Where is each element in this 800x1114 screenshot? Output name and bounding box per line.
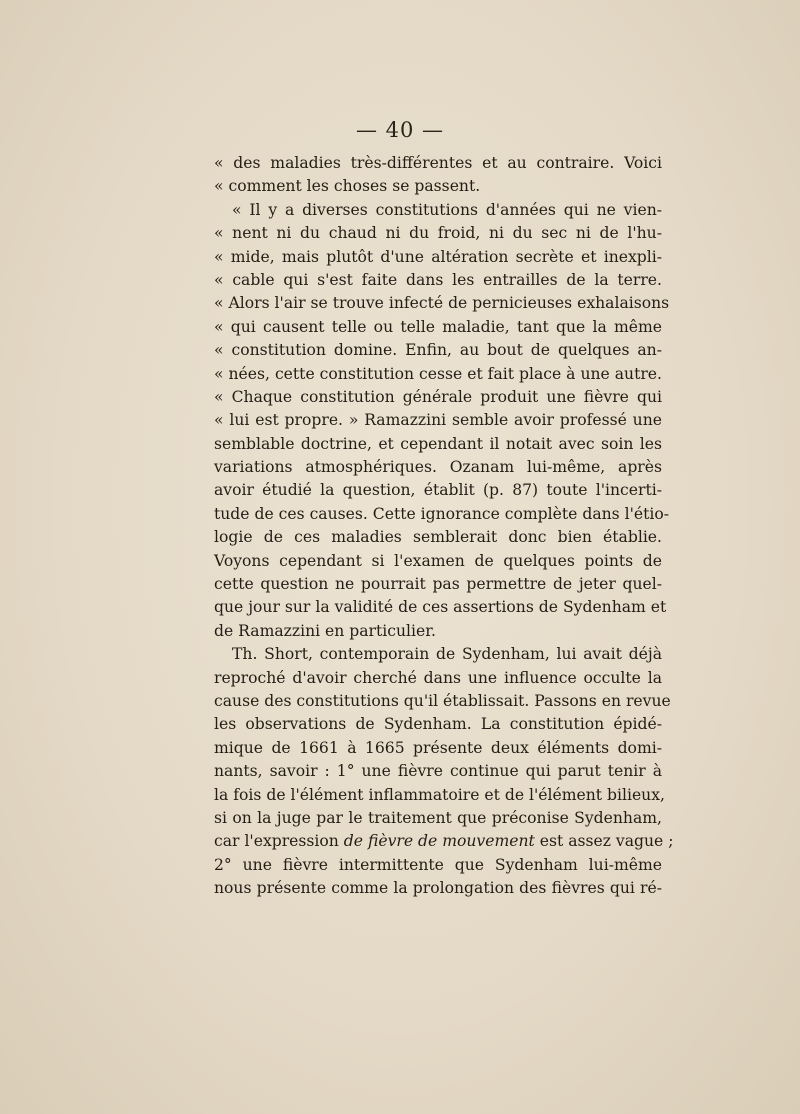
text-line: « qui causent telle ou telle maladie, tant que la même [214, 317, 662, 336]
text-line: nous présente comme la prolongation des fièvres qui ré- [214, 879, 662, 898]
text-line: « comment les choses se passent. [214, 177, 481, 196]
text-line: Voyons cependant si l'examen de quelques points de [214, 551, 662, 570]
text-line: que jour sur la validité de ces assertions de Sydenham et [214, 598, 667, 617]
text-line: « nent ni du chaud ni du froid, ni du sec ni de l'hu- [214, 224, 662, 243]
body-text [214, 152, 674, 901]
text-line: « Chaque constitution générale produit une fièvre qui [214, 387, 662, 406]
text-line: si on la juge par le traitement que préconise Sydenham, [214, 808, 662, 827]
text-line: tude de ces causes. Cette ignorance complète dans l'étio- [214, 504, 670, 523]
text-line: « cable qui s'est faite dans les entrailles de la terre. [214, 270, 662, 289]
text-line: logie de ces maladies semblerait donc bien établie. [214, 528, 662, 547]
text-line: avoir étudié la question, établit (p. 87) toute l'incerti- [214, 481, 662, 500]
text-line: Th. Short, contemporain de Sydenham, lui avait déjà [232, 645, 662, 664]
text-line: « lui est propre. » Ramazzini semble avoir professé une [214, 411, 662, 430]
text-line: « Alors l'air se trouve infecté de pernicieuses exhalaisons [214, 294, 670, 313]
text-run: car l'expression [214, 832, 339, 851]
text-line: semblable doctrine, et cependant il notait avec soin les [214, 434, 662, 453]
text-line [214, 830, 674, 853]
text-line: « constitution domine. Enfin, au bout de quelques an- [214, 341, 662, 360]
text-line: cette question ne pourrait pas permettre de jeter quel- [214, 575, 662, 594]
italic-phrase: de fièvre de mouvement [343, 832, 535, 851]
text-run: est assez vague ; [539, 832, 674, 851]
text-line: nants, savoir : 1° une fièvre continue qui parut tenir à [214, 762, 662, 781]
text-line: cause des constitutions qu'il établissait. Passons en revue [214, 691, 671, 710]
text-line: les observations de Sydenham. La constitution épidé- [214, 715, 662, 734]
page-number: — 40 — [355, 118, 445, 142]
text-line: de Ramazzini en particulier. [214, 621, 436, 640]
text-line: mique de 1661 à 1665 présente deux éléments domi- [214, 738, 662, 757]
text-line: variations atmosphériques. Ozanam lui-même, après [214, 458, 662, 477]
text-line: « Il y a diverses constitutions d'années qui ne vien- [232, 200, 662, 219]
text-line: « nées, cette constitution cesse et fait place à une autre. [214, 364, 662, 383]
text-line: 2° une fièvre intermittente que Sydenham lui-même [214, 855, 662, 874]
text-line: « mide, mais plutôt d'une altération secrète et inexpli- [214, 247, 662, 266]
text-line: reproché d'avoir cherché dans une influence occulte la [214, 668, 662, 687]
text-line: la fois de l'élément inflammatoire et de l'élément bilieux, [214, 785, 665, 804]
text-line: « des maladies très-différentes et au contraire. Voici [214, 154, 662, 172]
